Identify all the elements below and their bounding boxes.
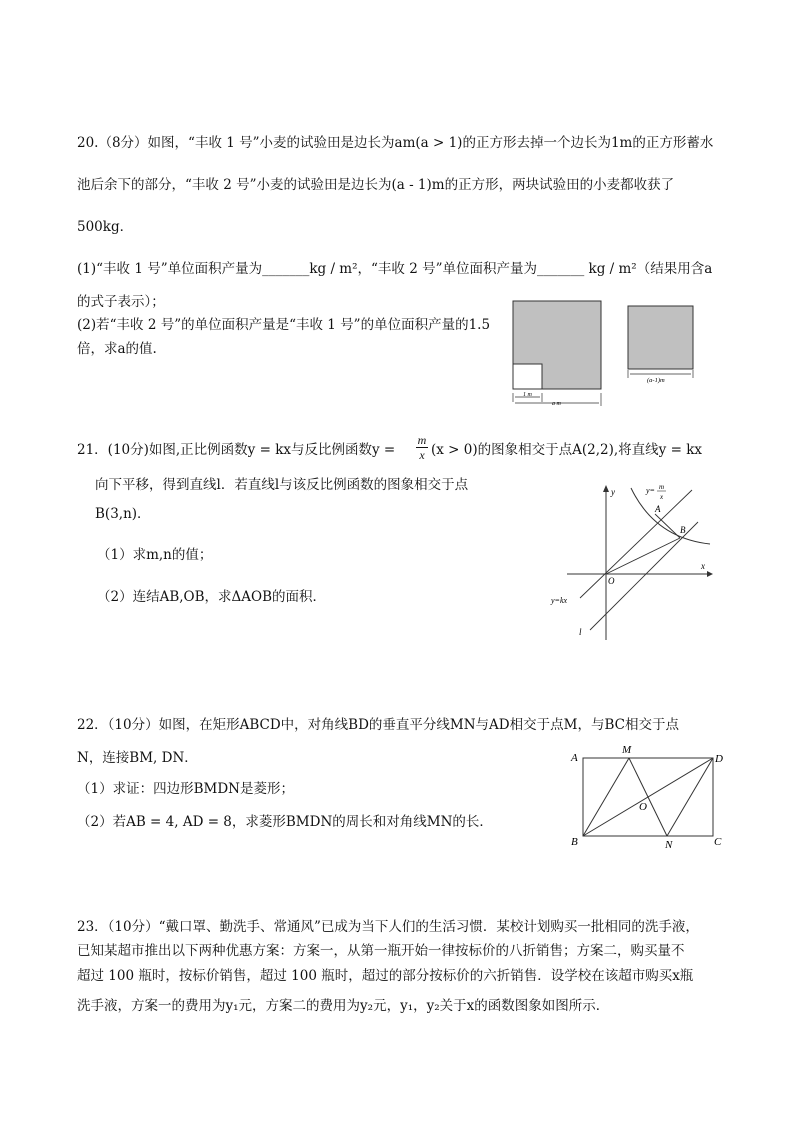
x-axis-label: x [701, 561, 705, 571]
field-2-square [628, 306, 693, 369]
y-axis-label: y [611, 487, 615, 497]
origin-label: O [608, 576, 615, 586]
q23-line1: 23．（10分）“戴口罩、勤洗手、常通风”已成为当下人们的生活习惯．某校计划购买一批相同的洗手液， [77, 919, 699, 935]
q20-line3: 500kg． [77, 219, 134, 235]
point-M-label: M [622, 744, 632, 756]
label-1m: 1 m [523, 392, 532, 398]
q21-fraction-num: m [417, 433, 427, 447]
vertex-C-label: C [714, 836, 722, 848]
q21-line1-start: 21．(10分)如图,正比例函数y = kx与反比例函数y = [77, 442, 396, 458]
pond-square [513, 364, 542, 389]
q20-line2: 池后余下的部分，“丰收 2 号”小麦的试验田是边长为(a - 1)m的正方形，两块试验田的小麦都收获了 [77, 177, 675, 193]
point-A-label: A [655, 504, 661, 514]
label-am: a m [552, 401, 561, 407]
q23-line2: 已知某超市推出以下两种优惠方案：方案一，从第一瓶开始一律按标价的八折销售；方案二，购买量不 [77, 943, 685, 959]
segment-DN [667, 758, 713, 836]
q20-part2-line1: (2)若“丰收 2 号”的单位面积产量是“丰收 1 号”的单位面积产量的1.5 [77, 317, 491, 333]
q22-part1: （1）求证：四边形BMDN是菱形； [77, 781, 294, 797]
y-axis-arrow [603, 485, 609, 492]
point-B-label: B [680, 525, 686, 535]
q20-part1-line1: (1)“丰收 1 号”单位面积产量为_______kg / m²，“丰收 2 号”单位面积产量为_______ kg / m²（结果用含a [77, 261, 713, 277]
label-a1m: (a-1)m [647, 377, 665, 384]
q21-figure [545, 480, 715, 645]
q20-figure [505, 298, 705, 408]
q21-fraction-den: x [419, 448, 425, 462]
q22-line1: 22．（10分）如图，在矩形ABCD中，对角线BD的垂直平分线MN与AD相交于点M，与BC相交于点 [77, 717, 679, 733]
x-axis-arrow [707, 571, 713, 577]
q22-figure [565, 738, 735, 853]
q20-part1-line2: 的式子表示）； [77, 294, 165, 310]
segment-OB [606, 538, 680, 574]
curve-label-num: m [659, 483, 665, 491]
q23-line4: 洗手液，方案一的费用为y₁元，方案二的费用为y₂元，y₁，y₂关于x的函数图象如图所示． [77, 998, 610, 1014]
vertex-A-label: A [571, 752, 578, 764]
segment-AB [655, 514, 680, 538]
vertex-D-label: D [715, 753, 723, 765]
q21-fraction [416, 433, 428, 462]
line-l-label: l [579, 627, 582, 637]
line-y-kx [580, 490, 692, 598]
segment-BM [583, 758, 629, 836]
hyperbola-curve [631, 488, 710, 544]
segment-MN [629, 758, 667, 836]
q21-line2: 向下平移，得到直线l．若直线l与该反比例函数的图象相交于点 [95, 477, 469, 493]
q22-part2: （2）若AB = 4, AD = 8，求菱形BMDN的周长和对角线MN的长． [77, 814, 493, 830]
q21-part2: （2）连结AB,OB，求ΔAOB的面积． [97, 589, 327, 605]
q21-line1-end: (x > 0)的图象相交于点A(2,2),将直线y = kx [431, 442, 702, 458]
curve-label-y: y= [646, 486, 655, 495]
q22-line2: N，连接BM, DN． [77, 750, 198, 766]
q20-line1: 20.（8分）如图，“丰收 1 号”小麦的试验田是边长为am(a > 1)的正方形去掉一个边长为1m的正方形蓄水 [77, 135, 714, 151]
q23-line3: 超过 100 瓶时，按标价销售，超过 100 瓶时，超过的部分按标价的六折销售．设学校在该超市购买x瓶 [77, 968, 694, 984]
vertex-B-label: B [571, 836, 578, 848]
curve-label-den: x [660, 493, 664, 501]
q21-line3: B(3,n)． [95, 506, 151, 522]
point-O-label: O [639, 801, 647, 813]
q20-part2-line2: 倍，求a的值. [77, 341, 157, 357]
line-kx-label: y=kx [551, 596, 568, 605]
q21-part1: （1）求m,n的值； [97, 547, 213, 563]
point-N-label: N [665, 839, 673, 851]
